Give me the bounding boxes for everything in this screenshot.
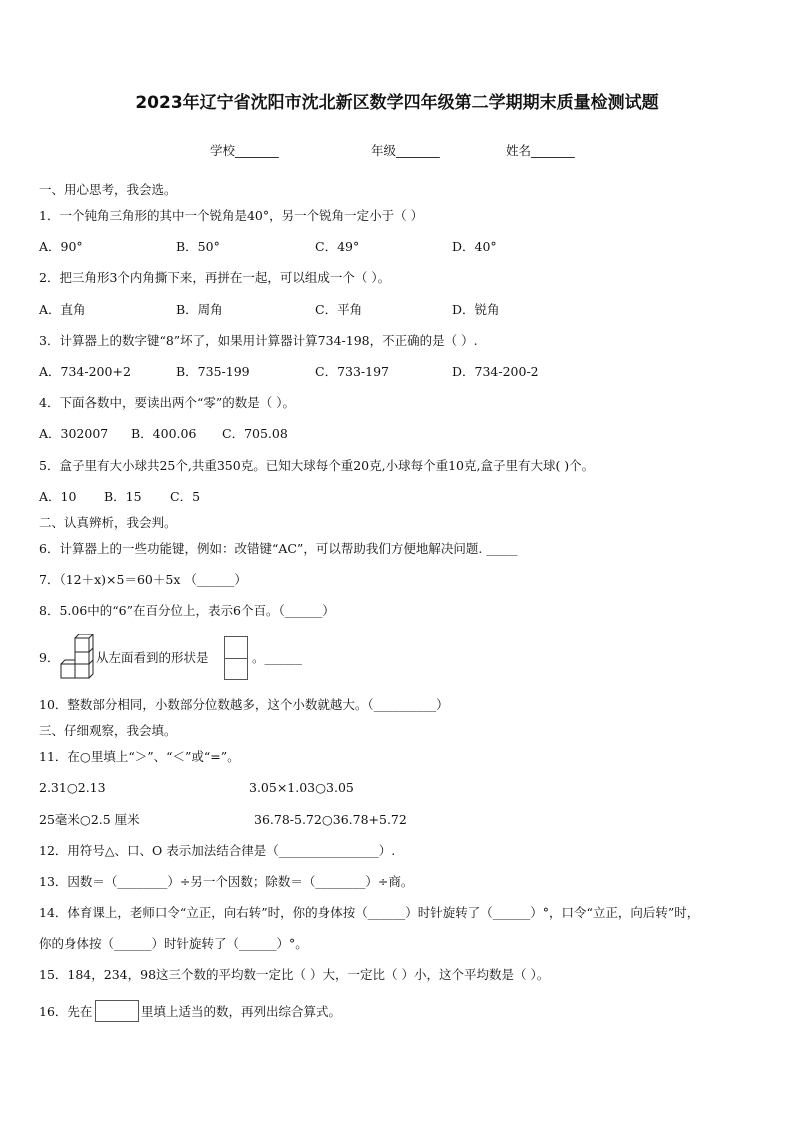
q2-option-d[interactable]: D．锐角 <box>452 302 500 317</box>
section-2-heading: 二、认真辨析，我会判。 <box>39 515 177 530</box>
left-view-figure <box>224 636 248 680</box>
question-5: 5．盒子里有大小球共25个,共重350克。已知大球每个重20克,小球每个重10克,盒子里有大球( )个。 <box>39 458 595 473</box>
question-12: 12．用符号△、口、O 表示加法结合律是（________________）. <box>39 843 396 858</box>
question-15: 15．184，234，98这三个数的平均数一定比（ ）大，一定比（ ）小，这个平均数是（ ）。 <box>39 967 550 982</box>
q3-option-c[interactable]: C．733-197 <box>315 364 390 379</box>
question-16-prefix: 16．先在 <box>39 1004 93 1019</box>
question-7: 7．（12＋x)×5＝60＋5x （______） <box>39 572 247 587</box>
section-3-heading: 三、仔细观察，我会填。 <box>39 723 177 738</box>
q1-option-a[interactable]: A．90° <box>39 239 83 254</box>
cube-stack-figure <box>58 634 94 682</box>
question-9-number: 9． <box>39 650 60 665</box>
grade-field[interactable]: 年级_______ <box>371 143 440 158</box>
question-10: 10．整数部分相同，小数部分位数越多，这个小数就越大。（__________） <box>39 697 449 712</box>
q4-option-c[interactable]: C．705.08 <box>222 426 288 441</box>
q4-option-b[interactable]: B．400.06 <box>131 426 197 441</box>
question-14-line-1: 14．体育课上，老师口令“立正，向右转”时，你的身体按（______）时针旋转了（______）°，口令“立正，向后转”时， <box>39 905 700 920</box>
question-6: 6．计算器上的一些功能键，例如：改错键“AC”，可以帮助我们方便地解决问题. _____ <box>39 541 518 556</box>
q5-option-b[interactable]: B．15 <box>104 489 142 504</box>
question-14-line-2: 你的身体按（______）时针旋转了（______）°。 <box>39 936 308 951</box>
q2-option-b[interactable]: B．周角 <box>176 302 223 317</box>
q3-option-b[interactable]: B．735-199 <box>176 364 250 379</box>
question-13: 13．因数＝（________）÷另一个因数；除数＝（________）÷商。 <box>39 874 414 889</box>
q5-option-c[interactable]: C．5 <box>170 489 201 504</box>
question-11: 11．在○里填上“＞”、“＜”或“=”。 <box>39 749 240 764</box>
question-1: 1．一个钝角三角形的其中一个锐角是40°，另一个锐角一定小于（ ） <box>39 208 424 223</box>
q1-option-b[interactable]: B．50° <box>176 239 220 254</box>
question-16-suffix: 里填上适当的数，再列出综合算式。 <box>141 1004 342 1019</box>
q11-compare-3[interactable]: 25毫米○2.5 厘米 <box>39 812 140 827</box>
q1-option-c[interactable]: C．49° <box>315 239 360 254</box>
question-9-answer-blank[interactable]: 。______ <box>252 650 303 665</box>
section-1-heading: 一、用心思考，我会选。 <box>39 182 177 197</box>
q4-option-a[interactable]: A．302007 <box>39 426 109 441</box>
question-4: 4．下面各数中，要读出两个“零”的数是（ ）。 <box>39 395 295 410</box>
q11-compare-4[interactable]: 36.78-5.72○36.78+5.72 <box>254 812 407 827</box>
q1-option-d[interactable]: D．40° <box>452 239 497 254</box>
question-3: 3．计算器上的数字键“8”坏了，如果用计算器计算734-198，不正确的是（ ）. <box>39 333 478 348</box>
q11-compare-1[interactable]: 2.31○2.13 <box>39 780 106 795</box>
question-8: 8．5.06中的“6”在百分位上，表示6个百。（______） <box>39 603 335 618</box>
question-9-text: 从左面看到的形状是 <box>96 650 209 665</box>
q3-option-a[interactable]: A．734-200+2 <box>39 364 131 379</box>
q11-compare-2[interactable]: 3.05×1.03○3.05 <box>249 780 354 795</box>
page-title: 2023年辽宁省沈阳市沈北新区数学四年级第二学期期末质量检测试题 <box>135 93 659 113</box>
school-field[interactable]: 学校_______ <box>210 143 279 158</box>
q5-option-a[interactable]: A．10 <box>39 489 77 504</box>
q2-option-c[interactable]: C．平角 <box>315 302 363 317</box>
question-2: 2．把三角形3个内角撕下来，再拼在一起，可以组成一个（ ）。 <box>39 270 391 285</box>
q16-fill-box[interactable] <box>95 1000 139 1022</box>
q3-option-d[interactable]: D．734-200-2 <box>452 364 539 379</box>
name-field[interactable]: 姓名_______ <box>506 143 575 158</box>
q2-option-a[interactable]: A．直角 <box>39 302 86 317</box>
